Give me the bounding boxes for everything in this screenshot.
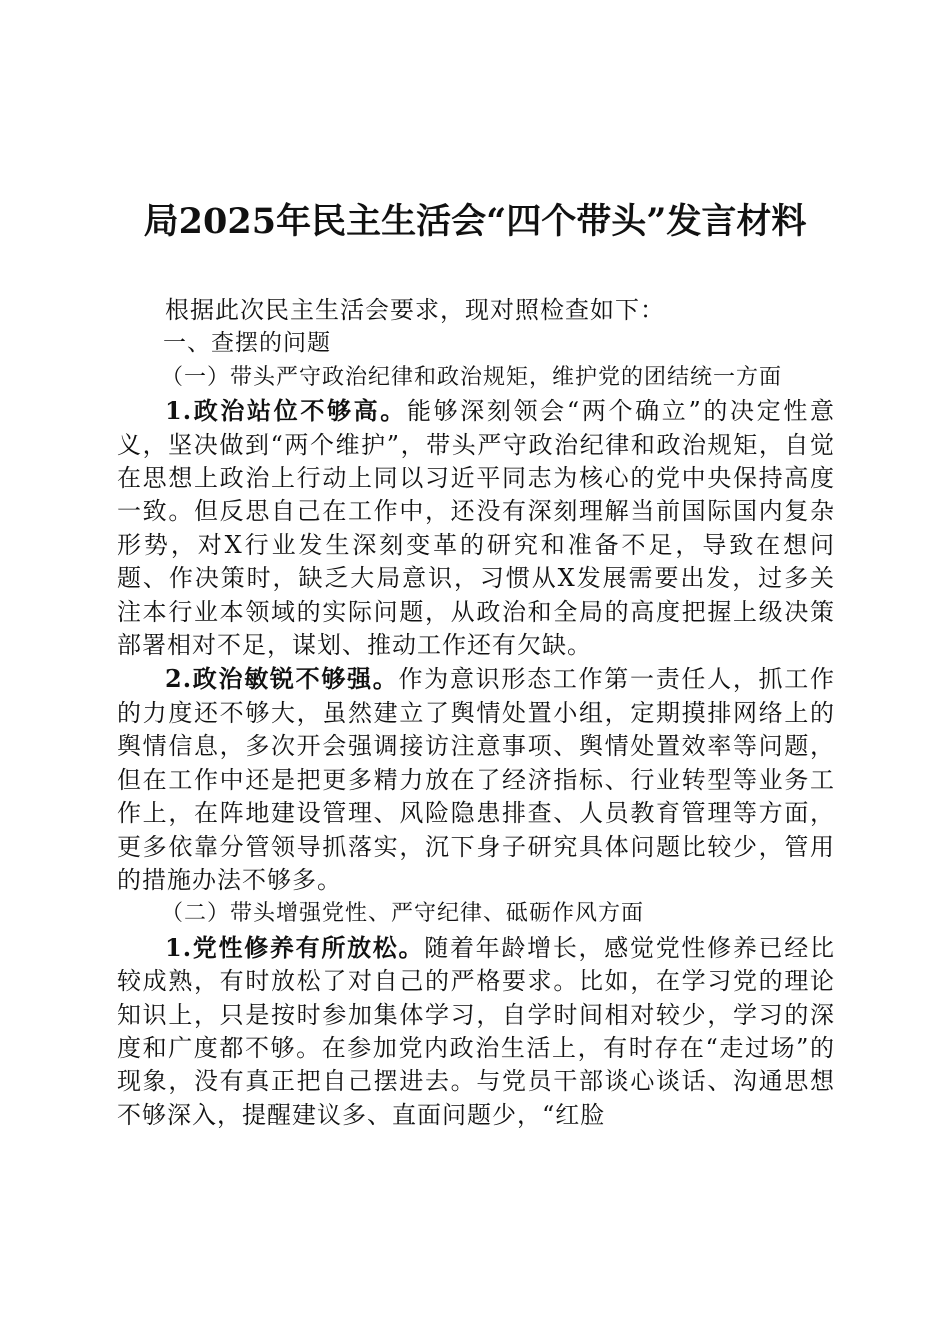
item-lead-party-cultivation: 1.党性修养有所放松。 (165, 932, 425, 962)
item-text-party-cultivation: 随着年龄增长，感觉党性修养已经比较成熟，有时放松了对自己的严格要求。比如，在学习党的理论知识上，只是按时参加集体学习，自学时间相对较少，学习的深度和广度都不够。在参加党内政治生活上，有时存在“走过场”的现象，没有真正把自己摆进去。与党员干部谈心谈话、沟通思想不够深入，提醒建议多、直面问题少，“红脸 (117, 933, 835, 1129)
intro-paragraph: 根据此次民主生活会要求，现对照检查如下： (165, 296, 665, 324)
subsection-heading-party-spirit: （二）带头增强党性、严守纪律、砥砺作风方面 (161, 901, 645, 927)
subsection-heading-political-discipline: （一）带头严守政治纪律和政治规矩，维护党的团结统一方面 (161, 364, 783, 390)
document-body (117, 294, 835, 1132)
item-lead-political-stance: 1.政治站位不够高。 (165, 396, 407, 426)
item-paragraph-party-cultivation (117, 931, 835, 1132)
item-paragraph-political-stance (117, 394, 835, 662)
item-text-political-stance: 能够深刻领会“两个确立”的决定性意义，坚决做到“两个维护”，带头严守政治纪律和政治规矩，自觉在思想上政治上行动上同以习近平同志为核心的党中央保持高度一致。但反思自己在工作中，还没有深刻理解当前国际国内复杂形势，对X行业发生深刻变革的研究和准备不足，导致在想问题、作决策时，缺乏大局意识，习惯从X发展需要出发，过多关注本行业本领域的实际问题，从政治和全局的高度把握上级决策部署相对不足，谋划、推动工作还有欠缺。 (117, 397, 835, 660)
item-lead-political-sensitivity: 2.政治敏锐不够强。 (165, 664, 399, 694)
item-text-political-sensitivity: 作为意识形态工作第一责任人，抓工作的力度还不够大，虽然建立了舆情处置小组，定期摸排网络上的舆情信息，多次开会强调接访注意事项、舆情处置效率等问题，但在工作中还是把更多精力放在了经济指标、行业转型等业务工作上，在阵地建设管理、风险隐患排查、人员教育管理等方面，更多依靠分管领导抓落实，沉下身子研究具体问题比较少，管用的措施办法不够多。 (117, 665, 835, 894)
document-title: 局2025年民主生活会“四个带头”发言材料 (143, 201, 807, 242)
item-paragraph-political-sensitivity (117, 662, 835, 897)
section-heading-problems: 一、查摆的问题 (163, 330, 331, 357)
